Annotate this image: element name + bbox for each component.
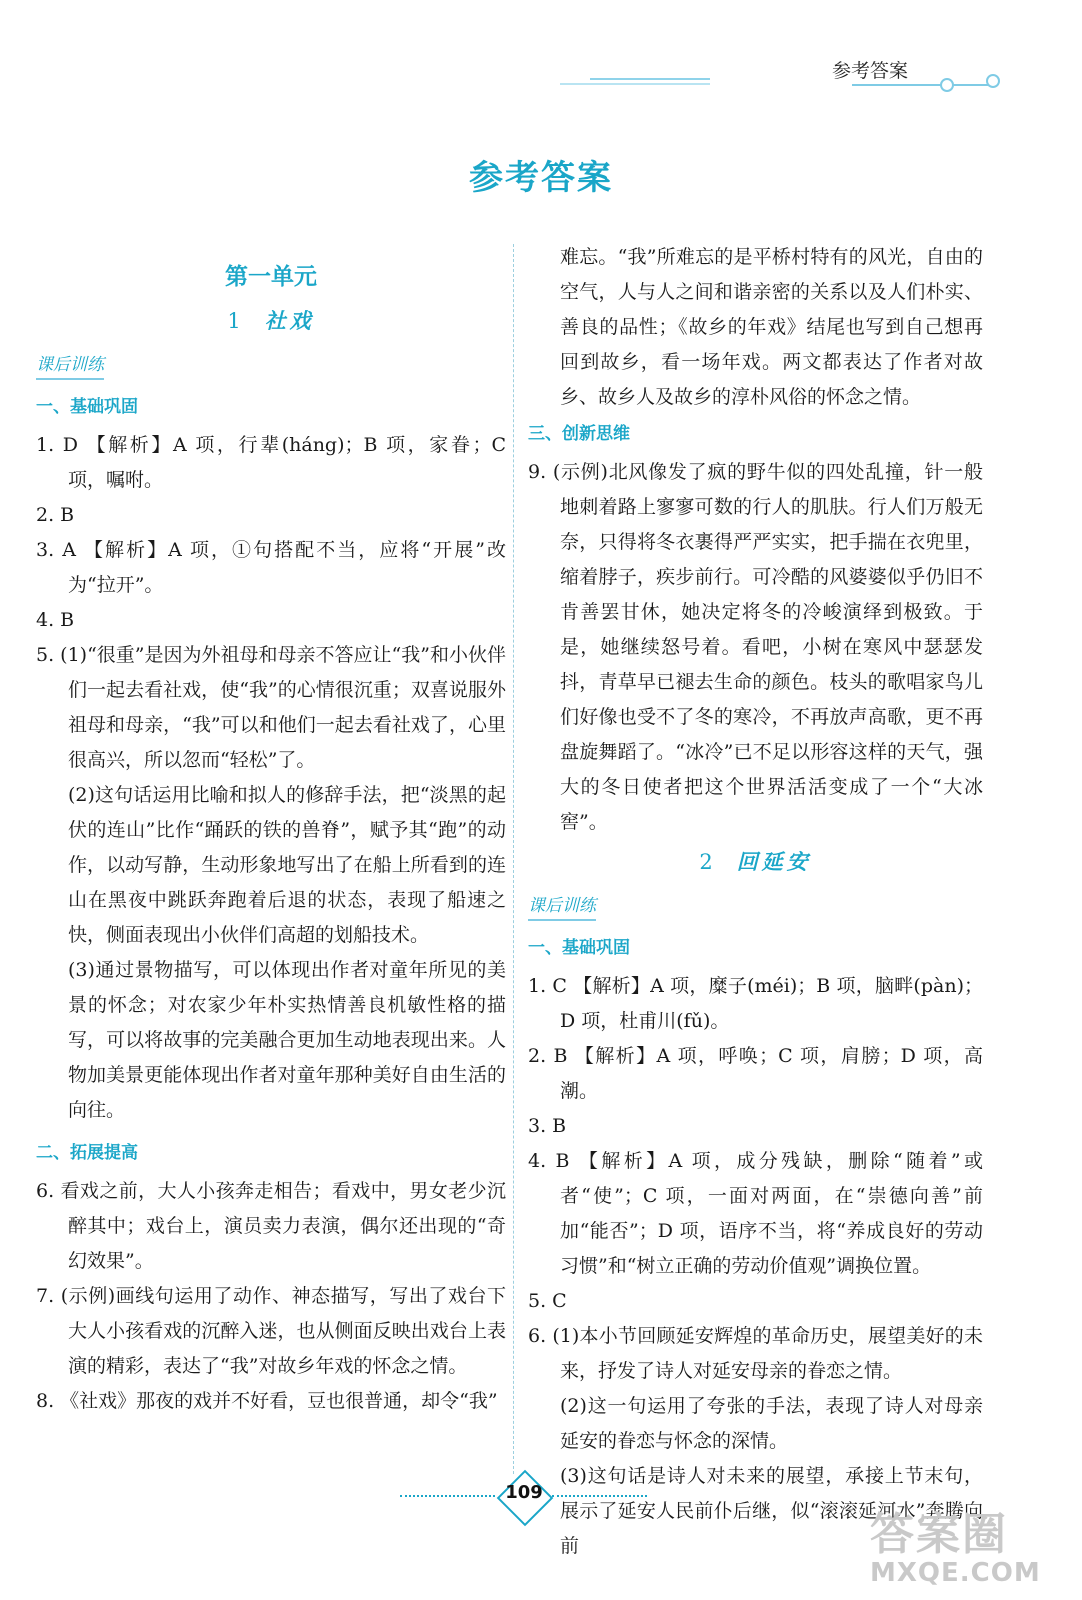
answer-item: 4. B: [36, 609, 75, 631]
right-column: [528, 240, 983, 1564]
answer-item: 2. B: [36, 504, 75, 526]
answer-item: 3. B: [528, 1115, 567, 1137]
answer-item: (3)这句话是诗人对未来的展望，承接上节末句，展示了延安人民前仆后继，似“滚滚延河水”奔腾向前: [560, 1465, 983, 1557]
training-label: 课后训练: [528, 893, 596, 921]
section-heading: 一、基础巩固: [36, 397, 138, 417]
answer-item: 5. C: [528, 1290, 567, 1312]
lesson-title: [528, 844, 983, 880]
training-label: 课后训练: [36, 352, 104, 380]
watermark-logo: [870, 1498, 1060, 1588]
answer-item: 9. (示例)北风像发了疯的野牛似的四处乱撞，针一般地刺着路上寥寥可数的行人的肌肤。行人们万般无奈，只得将冬衣裹得严严实实，把手揣在衣兜里，缩着脖子，疾步前行。可冷酷的风婆婆似乎仍旧不肯善罢甘休，她决定将冬的冷峻演绎到极致。于是，她继续怒号着。看吧，小树在寒风中瑟瑟发抖，青草早已褪去生命的颜色。枝头的歌唱家鸟儿们好像也受不了冬的寒冷，不再放声高歌，更不再盘旋舞蹈了。“冰冷”已不足以形容这样的天气，强大的冬日使者把这个世界活活变成了一个“大冰窖”。: [528, 461, 983, 833]
header-circle-icon: [986, 74, 1000, 88]
answer-item: 6. (1)本小节回顾延安辉煌的革命历史，展望美好的未来，抒发了诗人对延安母亲的眷恋之情。: [528, 1325, 983, 1382]
page-number: 109: [505, 1482, 543, 1503]
unit-title: 第一单元: [225, 264, 317, 290]
watermark-domain: MXQE.COM: [870, 1558, 1041, 1588]
answer-item: (2)这一句运用了夸张的手法，表现了诗人对母亲延安的眷恋与怀念的深情。: [560, 1395, 983, 1452]
page-number-dots: [400, 1495, 495, 1497]
answer-item: 3. A 【解析】A 项，①句搭配不当，应将“开展”改为“拉开”。: [36, 539, 506, 596]
page-number-dots: [552, 1495, 647, 1497]
watermark-text: 答案圈: [870, 1509, 1008, 1560]
lesson-name: 社戏: [264, 308, 315, 333]
header-label: 参考答案: [832, 60, 909, 82]
answer-item: 5. (1)“很重”是因为外祖母和母亲不答应让“我”和小伙伴们一起去看社戏，使“我”的心情很沉重；双喜说服外祖母和母亲，“我”可以和他们一起去看社戏了，心里很高兴，所以忽而“轻松”了。: [36, 644, 506, 771]
lesson-number: 1: [227, 309, 241, 333]
answer-item: (3)通过景物描写，可以体现出作者对童年所见的美景的怀念；对农家少年朴实热情善良机敏性格的描写，可以将故事的完美融合更加生动地表现出来。人物加美景更能体现出作者对童年那种美好自由生活的向往。: [68, 959, 506, 1121]
answer-item: 1. C 【解析】A 项，糜子(méi)；B 项，脑畔(pàn)；D 项，杜甫川(fǔ)。: [528, 975, 983, 1032]
header-underline: [852, 84, 992, 86]
left-column: [36, 240, 506, 1419]
lesson-title: [36, 303, 506, 339]
lesson-number: 2: [699, 850, 713, 874]
section-heading: 三、创新思维: [528, 424, 630, 444]
answer-item: 1. D 【解析】A 项，行辈(háng)；B 项，家眷；C 项，嘱咐。: [36, 434, 506, 491]
answer-item: 6. 看戏之前，大人小孩奔走相告；看戏中，男女老少沉醉其中；戏台上，演员卖力表演，偶尔还出现的“奇幻效果”。: [36, 1180, 506, 1272]
section-heading: 一、基础巩固: [528, 938, 630, 958]
answer-item: 难忘。“我”所难忘的是平桥村特有的风光，自由的空气，人与人之间和谐亲密的关系以及人们朴实、善良的品性；《故乡的年戏》结尾也写到自己想再回到故乡，看一场年戏。两文都表达了作者对故乡、故乡人及故乡的淳朴风俗的怀念之情。: [560, 246, 983, 408]
answer-item: (2)这句话运用比喻和拟人的修辞手法，把“淡黑的起伏的连山”比作“踊跃的铁的兽脊”，赋予其“跑”的动作，以动写静，生动形象地写出了在船上所看到的连山在黑夜中跳跃奔跑着后退的状态，表现了船速之快，侧面表现出小伙伴们高超的划船技术。: [68, 784, 506, 946]
header-decoration: [560, 78, 710, 86]
lesson-name: 回延安: [736, 849, 812, 874]
section-heading: 二、拓展提高: [36, 1143, 138, 1163]
answer-item: 7. (示例)画线句运用了动作、神态描写，写出了戏台下大人小孩看戏的沉醉入迷，也从侧面反映出戏台上表演的精彩，表达了“我”对故乡年戏的怀念之情。: [36, 1285, 506, 1377]
answer-item: 4. B 【解析】A 项，成分残缺，删除“随着”或者“使”；C 项，一面对两面，在“崇德向善”前加“能否”；D 项，语序不当，将“养成良好的劳动习惯”和“树立正确的劳动价值观”调换位置。: [528, 1150, 983, 1277]
header-circle-icon: [940, 78, 954, 92]
page-title: 参考答案: [469, 158, 613, 198]
answer-item: 8. 《社戏》那夜的戏并不好看，豆也很普通，却令“我”: [36, 1390, 498, 1412]
answer-item: 2. B 【解析】A 项，呼唤；C 项，肩膀；D 项，高潮。: [528, 1045, 983, 1102]
column-divider: [513, 244, 514, 1474]
